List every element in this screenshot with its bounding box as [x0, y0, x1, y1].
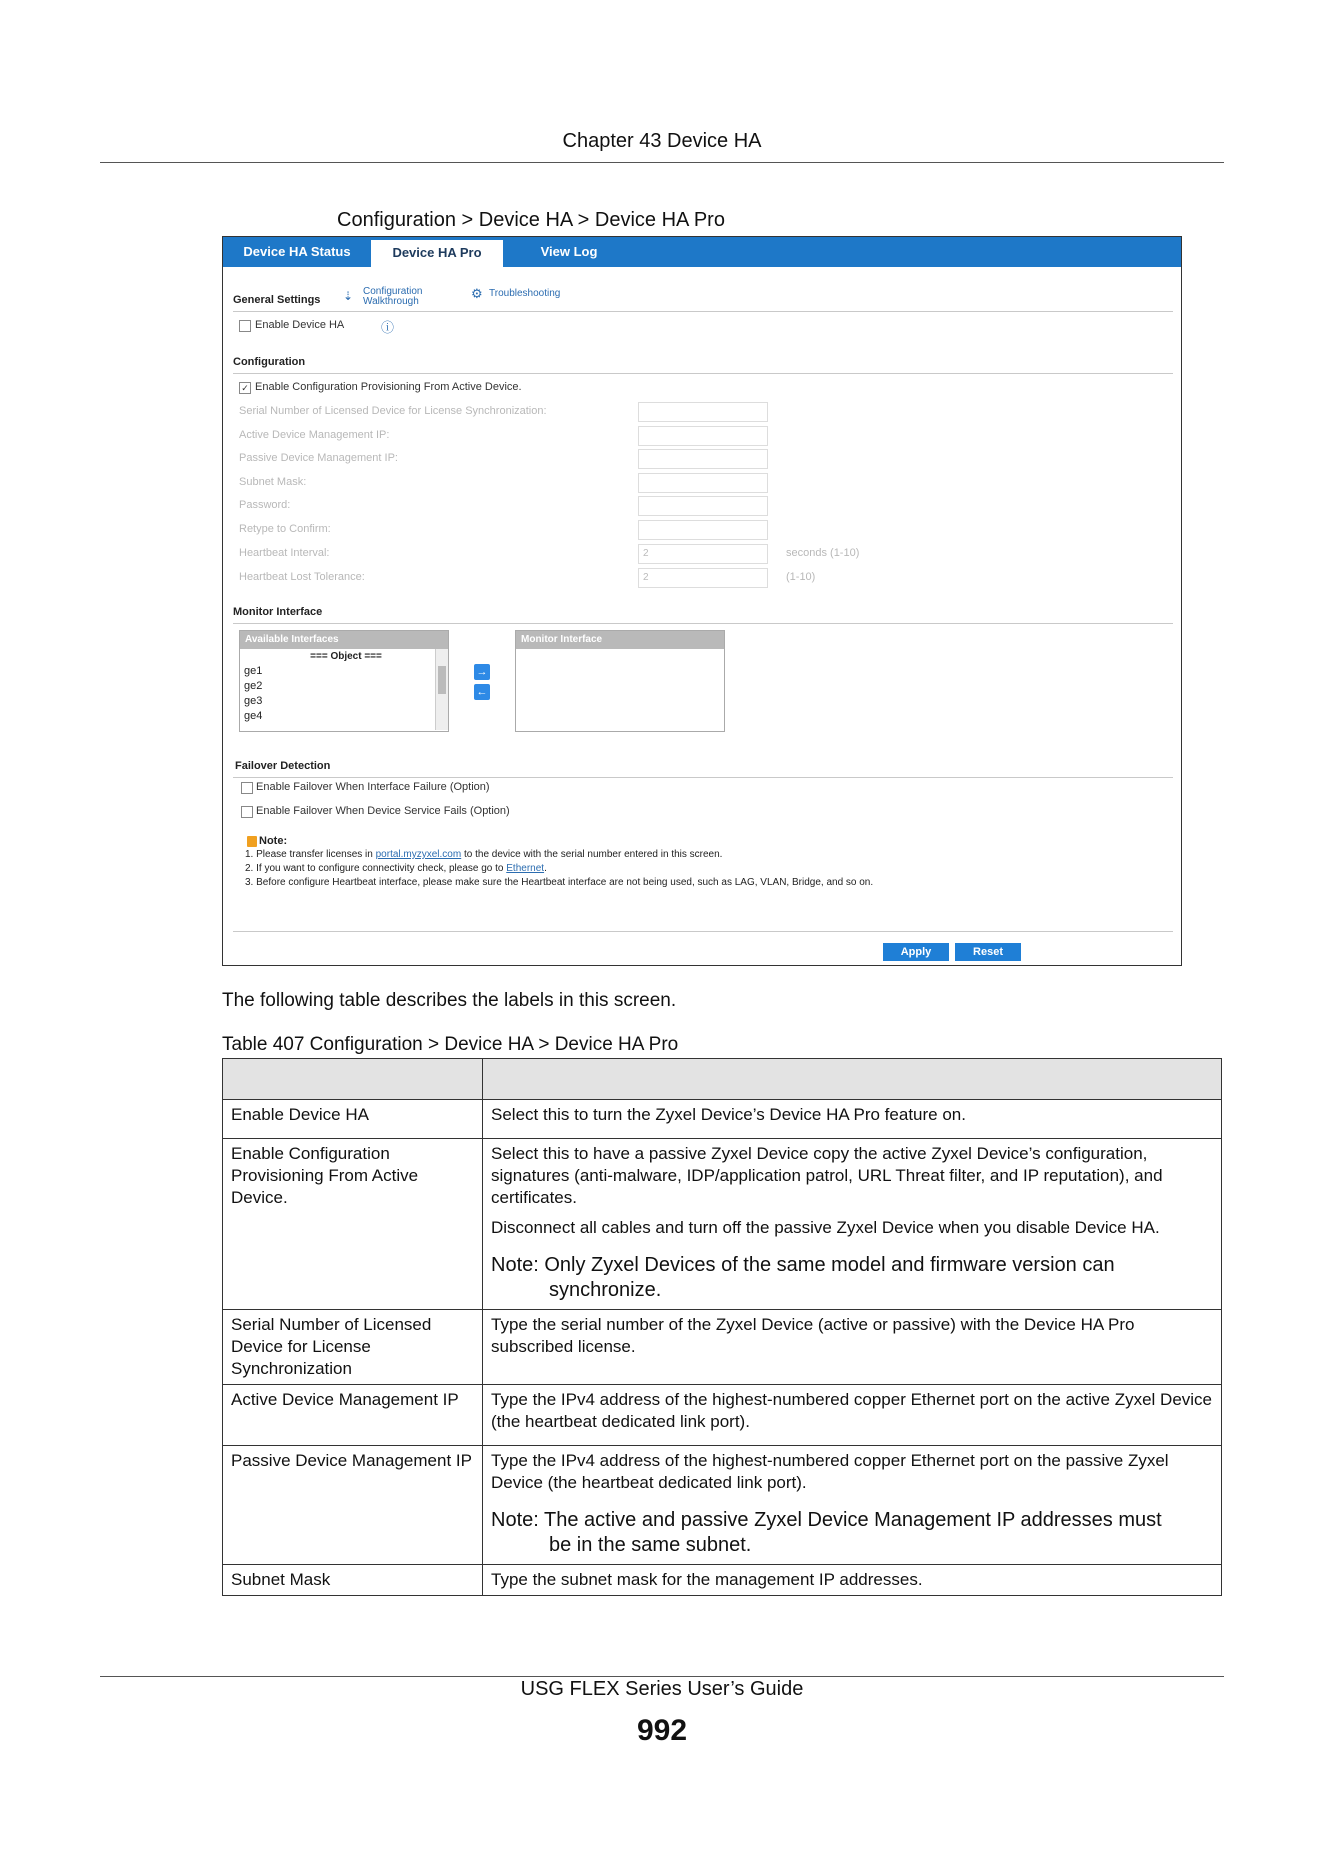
note-text: Note: The active and passive Zyxel Device Management IP addresses must [491, 1509, 1162, 1531]
labels-table [222, 1058, 1222, 1596]
row-label: Passive Device Management IP [223, 1446, 483, 1565]
note-line-2-text: 2. If you want to configure connectivity check, please go to [245, 863, 507, 874]
note-paragraph [491, 1508, 1213, 1558]
table-row [223, 1385, 1222, 1446]
list-item[interactable]: ge1 [244, 665, 263, 677]
list-item[interactable]: ge2 [244, 680, 263, 692]
row-label: Active Device Management IP [223, 1385, 483, 1446]
description-paragraph: Select this to have a passive Zyxel Device copy the active Zyxel Device’s configuration, signatures (anti-malware, IDP/application patrol, URL Threat filter, and IP reputation), and certificates. [491, 1144, 1163, 1207]
note-text-cont: be in the same subnet. [549, 1534, 752, 1556]
note-line-2-text: . [544, 863, 547, 874]
walkthrough-label-1: Configuration [363, 286, 423, 297]
available-interfaces-header: Available Interfaces [240, 631, 448, 649]
row-label: Serial Number of Licensed Device for License Synchronization [223, 1310, 483, 1385]
monitor-interface-header: Monitor Interface [516, 631, 724, 649]
table-caption: Table 407 Configuration > Device HA > Device HA Pro [222, 1034, 679, 1055]
password-label: Password: [239, 499, 291, 511]
row-description [483, 1310, 1222, 1385]
table-header-cell [223, 1059, 483, 1100]
monitor-interface-list[interactable] [515, 630, 725, 732]
scrollbar-thumb[interactable] [438, 666, 446, 694]
section-divider [233, 777, 1173, 778]
table-row [223, 1446, 1222, 1565]
table-header-cell [483, 1059, 1222, 1100]
row-description [483, 1385, 1222, 1446]
note-title: Note: [259, 835, 288, 847]
table-description: The following table describes the labels in this screen. [222, 990, 677, 1011]
add-interface-button[interactable]: → [474, 664, 490, 680]
failover-service-checkbox[interactable] [241, 806, 253, 818]
table-header-row [223, 1059, 1222, 1100]
serial-number-input[interactable] [638, 402, 768, 422]
subnet-mask-input[interactable] [638, 473, 768, 493]
retype-input[interactable] [638, 520, 768, 540]
failover-interface-checkbox[interactable] [241, 782, 253, 794]
row-description [483, 1565, 1222, 1596]
section-divider [233, 931, 1173, 932]
page-number: 992 [636, 1714, 688, 1747]
list-item[interactable]: ge4 [244, 710, 263, 722]
note-line-2 [245, 863, 547, 874]
active-ip-label: Active Device Management IP: [239, 429, 390, 441]
heartbeat-interval-input[interactable]: 2 [638, 544, 768, 564]
footer-guide-title: USG FLEX Series User’s Guide [520, 1678, 804, 1700]
description-paragraph: Select this to turn the Zyxel Device’s Device HA Pro feature on. [491, 1105, 966, 1124]
object-group-header: === Object === [310, 651, 382, 662]
note-text-cont: synchronize. [549, 1279, 662, 1301]
note-paragraph [491, 1253, 1213, 1303]
general-settings-title: General Settings [233, 294, 321, 306]
header-divider [100, 162, 1224, 163]
list-item[interactable]: ge3 [244, 695, 263, 707]
ethernet-link[interactable]: Ethernet [506, 863, 545, 874]
list-scrollbar[interactable] [435, 649, 448, 730]
note-line-1 [245, 849, 722, 860]
subnet-mask-label: Subnet Mask: [239, 476, 307, 488]
tab-view-log[interactable]: View Log [540, 244, 598, 259]
row-description [483, 1100, 1222, 1139]
enable-device-ha-label: Enable Device HA [255, 319, 345, 331]
failover-interface-label: Enable Failover When Interface Failure (Option) [256, 781, 490, 793]
note-line-1-text: 1. Please transfer licenses in [245, 849, 376, 860]
heartbeat-tolerance-input[interactable]: 2 [638, 568, 768, 588]
serial-number-label: Serial Number of Licensed Device for License Synchronization: [239, 405, 547, 417]
enable-provisioning-checkbox[interactable]: ✓ [239, 382, 251, 394]
reset-button[interactable]: Reset [955, 943, 1021, 961]
section-divider [233, 623, 1173, 624]
description-paragraph: Disconnect all cables and turn off the passive Zyxel Device when you disable Device HA. [491, 1218, 1160, 1237]
section-divider [233, 311, 1173, 312]
enable-provisioning-label: Enable Configuration Provisioning From Active Device. [255, 381, 522, 393]
gear-icon: ⚙ [471, 286, 483, 301]
description-paragraph: Type the serial number of the Zyxel Device (active or passive) with the Device HA Pro subscribed license. [491, 1315, 1135, 1356]
device-ha-screenshot [222, 236, 1182, 966]
tab-device-ha-pro[interactable]: Device HA Pro [371, 237, 503, 270]
heartbeat-interval-suffix: seconds (1-10) [786, 547, 860, 559]
walkthrough-label-2: Walkthrough [363, 296, 419, 307]
heartbeat-interval-label: Heartbeat Interval: [239, 547, 330, 559]
apply-button[interactable]: Apply [883, 943, 949, 961]
portal-link[interactable]: portal.myzyxel.com [375, 849, 462, 860]
table-row [223, 1310, 1222, 1385]
row-label: Subnet Mask [223, 1565, 483, 1596]
active-ip-input[interactable] [638, 426, 768, 446]
tab-device-ha-status[interactable]: Device HA Status [243, 244, 351, 259]
note-line-3: 3. Before configure Heartbeat interface, please make sure the Heartbeat interface are not being used, such as LAG, VLAN, Bridge, and so on. [245, 877, 874, 888]
heartbeat-tolerance-suffix: (1-10) [786, 571, 816, 583]
troubleshooting-label: Troubleshooting [489, 288, 561, 299]
note-line-1-text: to the device with the serial number entered in this screen. [461, 849, 723, 860]
walkthrough-icon: ⇣ [343, 289, 354, 303]
description-paragraph: Type the subnet mask for the management IP addresses. [491, 1570, 923, 1589]
available-interfaces-list[interactable] [239, 630, 449, 732]
heartbeat-tolerance-label: Heartbeat Lost Tolerance: [239, 571, 365, 583]
chapter-title: Chapter 43 Device HA [562, 130, 762, 152]
configuration-title: Configuration [233, 356, 306, 368]
description-paragraph: Type the IPv4 address of the highest-numbered copper Ethernet port on the active Zyxel Device (the heartbeat dedicated link port). [491, 1390, 1213, 1431]
row-label: Enable Device HA [223, 1100, 483, 1139]
table-row [223, 1139, 1222, 1310]
enable-device-ha-checkbox[interactable] [239, 320, 251, 332]
row-description [483, 1446, 1222, 1565]
passive-ip-label: Passive Device Management IP: [239, 452, 398, 464]
section-divider [233, 373, 1173, 374]
note-text: Note: Only Zyxel Devices of the same model and firmware version can [491, 1254, 1115, 1276]
remove-interface-button[interactable]: ← [474, 684, 490, 700]
passive-ip-input[interactable] [638, 449, 768, 469]
monitor-interface-title: Monitor Interface [233, 606, 323, 618]
info-icon[interactable]: ⓘ [381, 320, 395, 335]
table-row [223, 1100, 1222, 1139]
row-description [483, 1139, 1222, 1310]
description-paragraph: Type the IPv4 address of the highest-numbered copper Ethernet port on the passive Zyxel Device (the heartbeat dedicated link port). [491, 1451, 1169, 1492]
table-row [223, 1565, 1222, 1596]
row-label: Enable Configuration Provisioning From Active Device. [223, 1139, 483, 1310]
password-input[interactable] [638, 496, 768, 516]
failover-service-label: Enable Failover When Device Service Fails (Option) [256, 805, 510, 817]
failover-detection-title: Failover Detection [235, 760, 331, 772]
footer-divider [100, 1676, 1224, 1677]
note-icon [247, 836, 257, 847]
retype-label: Retype to Confirm: [239, 523, 331, 535]
figure-caption: Configuration > Device HA > Device HA Pro [337, 209, 725, 231]
